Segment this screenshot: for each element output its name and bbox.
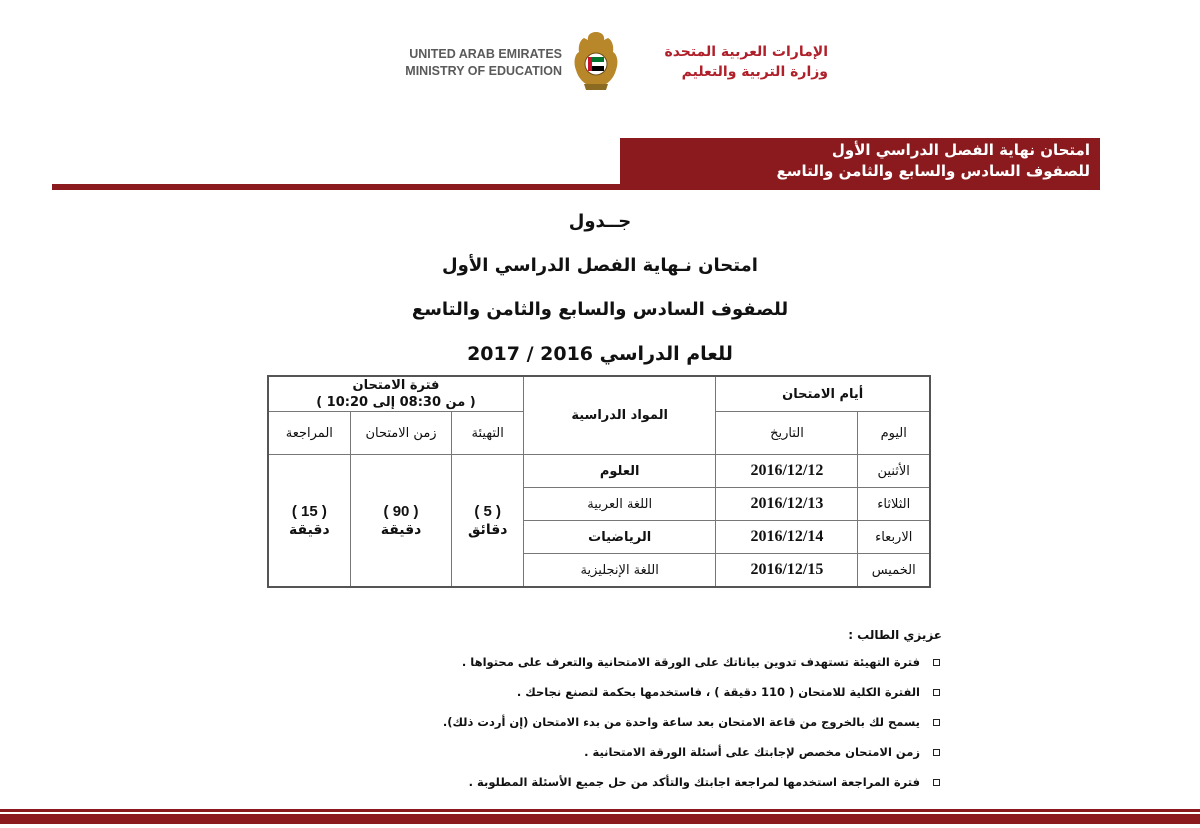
banner-line-1: امتحان نهاية الفصل الدراسي الأول <box>831 141 1090 159</box>
col-date: التاريخ <box>716 412 858 455</box>
exam-unit: دقيقة <box>380 521 422 538</box>
row-day: الخميس <box>858 554 930 588</box>
footer-thin-rule <box>0 809 1200 812</box>
row-date: 2016/12/13 <box>716 488 858 521</box>
period-header <box>268 376 523 412</box>
square-bullet-icon <box>933 719 940 726</box>
period-time: ( من 08:30 إلى 10:20 ) <box>316 395 476 410</box>
letterhead <box>0 28 1200 98</box>
review-duration <box>268 455 350 588</box>
banner-box <box>620 138 1100 184</box>
row-subject: الرياضيات <box>523 521 715 554</box>
english-country-line: UNITED ARAB EMIRATES <box>409 47 562 61</box>
row-subject: اللغة الإنجليزية <box>523 554 715 588</box>
row-subject: العلوم <box>523 455 715 488</box>
arabic-ministry-name <box>628 42 828 82</box>
notes-heading: عزيزي الطالب : <box>848 628 942 642</box>
col-review: المراجعة <box>268 412 350 455</box>
subjects-header: المواد الدراسية <box>523 376 715 455</box>
row-date: 2016/12/14 <box>716 521 858 554</box>
document-titles <box>300 200 900 376</box>
title-schedule: جــدول <box>568 211 632 232</box>
exam-duration <box>350 455 452 588</box>
title-grades: للصفوف السادس والسابع والثامن والتاسع <box>411 299 789 320</box>
student-notes <box>222 628 942 802</box>
list-item <box>222 772 942 802</box>
note-text: فترة المراجعة استخدمها لمراجعة اجابتك والتأكد من حل جميع الأسئلة المطلوبة . <box>468 775 920 789</box>
col-day: اليوم <box>858 412 930 455</box>
review-value: ( 15 ) <box>291 502 327 520</box>
banner-line-2: للصفوف السادس والسابع والثامن والتاسع <box>776 162 1090 180</box>
row-date: 2016/12/15 <box>716 554 858 588</box>
square-bullet-icon <box>933 749 940 756</box>
arabic-country-line: الإمارات العربية المتحدة <box>664 44 828 60</box>
title-academic-year: للعام الدراسي 2016 / 2017 <box>467 343 733 365</box>
list-item <box>222 652 942 682</box>
col-exam-time: زمن الامتحان <box>350 412 452 455</box>
prep-duration <box>452 455 524 588</box>
banner-text <box>630 140 1090 182</box>
prep-value: ( 5 ) <box>474 502 502 520</box>
note-text: فترة التهيئة تستهدف تدوين بياناتك على الورقة الامتحانية والتعرف على محتواها . <box>461 655 920 669</box>
list-item <box>222 712 942 742</box>
list-item <box>222 742 942 772</box>
row-day: الثلاثاء <box>858 488 930 521</box>
note-text: الفترة الكلية للامتحان ( 110 دقيقة ) ، فاستخدمها بحكمة لتصنع نجاحك . <box>516 685 920 699</box>
arabic-ministry-line: وزارة التربية والتعليم <box>681 64 828 80</box>
period-title: فترة الامتحان <box>352 378 440 393</box>
table-row <box>268 455 930 488</box>
prep-unit: دقائق <box>467 521 508 538</box>
square-bullet-icon <box>933 689 940 696</box>
title-banner <box>52 138 1100 190</box>
row-date: 2016/12/12 <box>716 455 858 488</box>
table-header-row <box>268 376 930 412</box>
list-item <box>222 682 942 712</box>
square-bullet-icon <box>933 779 940 786</box>
square-bullet-icon <box>933 659 940 666</box>
review-unit: دقيقة <box>289 521 330 538</box>
uae-emblem-icon <box>570 28 622 94</box>
row-subject: اللغة العربية <box>523 488 715 521</box>
english-ministry-name <box>404 46 562 80</box>
exam-schedule-table <box>267 375 931 588</box>
note-text: يسمح لك بالخروج من قاعة الامتحان بعد ساعة واحدة من بدء الامتحان (إن أردت ذلك). <box>442 715 920 729</box>
exam-value: ( 90 ) <box>383 502 419 520</box>
english-ministry-line: MINISTRY OF EDUCATION <box>405 64 562 78</box>
days-header: أيام الامتحان <box>716 376 930 412</box>
row-day: الأثنين <box>858 455 930 488</box>
banner-rule <box>52 184 1100 190</box>
title-exam: امتحان نـهاية الفصل الدراسي الأول <box>442 255 758 276</box>
footer-bar <box>0 814 1200 824</box>
col-prep: التهيئة <box>452 412 524 455</box>
note-text: زمن الامتحان مخصص لإجابتك على أسئلة الورقة الامتحانية . <box>584 745 920 759</box>
notes-list <box>222 652 942 802</box>
row-day: الاربعاء <box>858 521 930 554</box>
